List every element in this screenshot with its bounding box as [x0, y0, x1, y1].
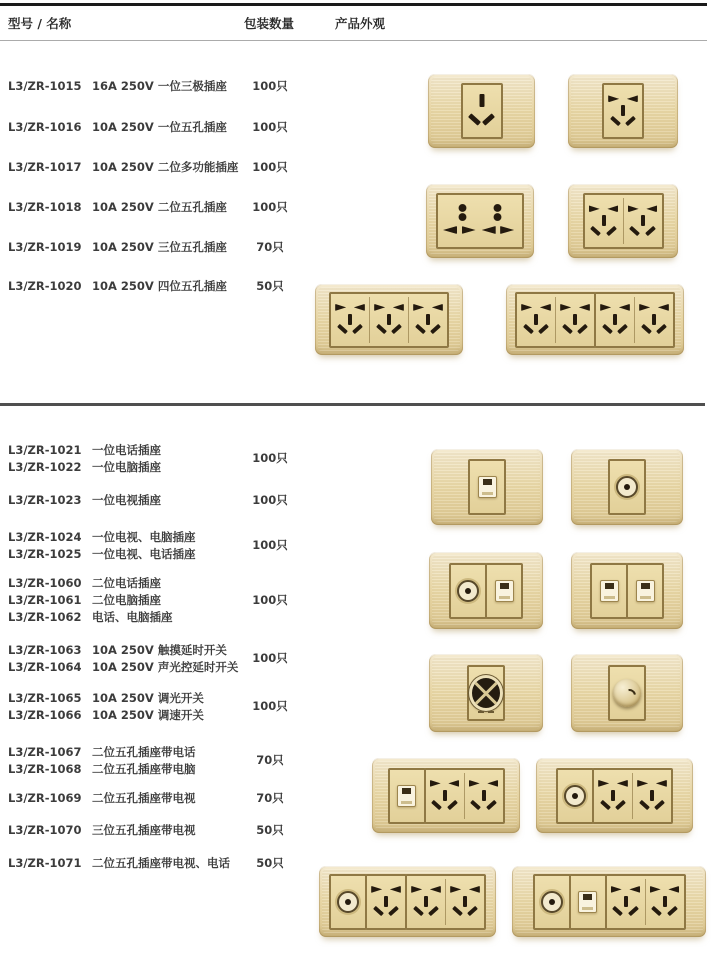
- model-code: L3/ZR-1067: [8, 745, 82, 759]
- product-plate-9: [429, 552, 543, 629]
- package-quantity: 70只: [256, 240, 284, 254]
- product-plate-6: [506, 284, 684, 355]
- product-name: 10A 250V 四位五孔插座: [92, 279, 227, 293]
- model-code: L3/ZR-1069: [8, 791, 82, 805]
- product-name: 10A 250V 声光控延时开关: [92, 660, 239, 674]
- product-plate-14: [536, 758, 693, 833]
- product-name: 三位五孔插座带电视: [92, 823, 196, 837]
- socket-module-group: [329, 292, 449, 348]
- package-quantity: 100只: [252, 200, 288, 214]
- product-name: 10A 250V 三位五孔插座: [92, 240, 227, 254]
- socket-module-group: [468, 459, 506, 515]
- double-five-hole-socket-icon: [605, 874, 686, 930]
- model-code: L3/ZR-1066: [8, 708, 82, 722]
- product-name: 一位电视、电脑插座: [92, 530, 196, 544]
- column-header-quantity: 包装数量: [244, 16, 295, 31]
- socket-module-group: [533, 874, 686, 930]
- product-name: 二位五孔插座带电视、电话: [92, 856, 230, 870]
- product-name: 二位五孔插座带电视: [92, 791, 196, 805]
- socket-module-group: [608, 459, 646, 515]
- model-code: L3/ZR-1062: [8, 610, 82, 624]
- double-five-hole-socket-icon: [424, 768, 505, 824]
- product-name: 10A 250V 调速开关: [92, 708, 204, 722]
- rj-jack-socket-icon: [388, 768, 426, 824]
- package-quantity: 100只: [252, 120, 288, 134]
- rj-jack-socket-icon: [569, 874, 607, 930]
- socket-module-group: [608, 665, 646, 721]
- product-name: 10A 250V 一位五孔插座: [92, 120, 227, 134]
- package-quantity: 100只: [252, 651, 288, 665]
- product-name: 10A 250V 二位五孔插座: [92, 200, 227, 214]
- package-quantity: 100只: [252, 451, 288, 465]
- product-name: 10A 250V 触摸延时开关: [92, 643, 227, 657]
- tv-coax-socket-icon: [449, 563, 487, 619]
- double-five-hole-socket-icon: [594, 292, 675, 348]
- double-five-hole-socket-icon: [583, 193, 664, 249]
- model-code: L3/ZR-1016: [8, 120, 82, 134]
- model-code: L3/ZR-1060: [8, 576, 82, 590]
- column-header-appearance: 产品外观: [335, 16, 386, 31]
- package-quantity: 100只: [252, 79, 288, 93]
- rj-jack-socket-icon: [590, 563, 628, 619]
- product-name: 二位电话插座: [92, 576, 161, 590]
- model-code: L3/ZR-1019: [8, 240, 82, 254]
- rj-jack-socket-icon: [468, 459, 506, 515]
- model-code: L3/ZR-1061: [8, 593, 82, 607]
- model-code: L3/ZR-1063: [8, 643, 82, 657]
- socket-module-group: [449, 563, 523, 619]
- rj-jack-socket-icon: [485, 563, 523, 619]
- model-code: L3/ZR-1015: [8, 79, 82, 93]
- product-plate-1: [428, 74, 535, 148]
- model-code: L3/ZR-1017: [8, 160, 82, 174]
- model-code: L3/ZR-1023: [8, 493, 82, 507]
- product-name: 一位电视、电话插座: [92, 547, 196, 561]
- package-quantity: 100只: [252, 160, 288, 174]
- product-plate-4: [568, 184, 678, 258]
- product-name: 一位电脑插座: [92, 460, 161, 474]
- package-quantity: 50只: [256, 823, 284, 837]
- model-code: L3/ZR-1022: [8, 460, 82, 474]
- product-plate-2: [568, 74, 678, 148]
- product-plate-3: [426, 184, 534, 258]
- product-name: 一位电视插座: [92, 493, 161, 507]
- socket-module-group: [329, 874, 486, 930]
- package-quantity: 100只: [252, 593, 288, 607]
- product-name: 二位电脑插座: [92, 593, 161, 607]
- model-code: L3/ZR-1071: [8, 856, 82, 870]
- tv-coax-socket-icon: [329, 874, 367, 930]
- product-plate-7: [431, 449, 543, 525]
- model-code: L3/ZR-1064: [8, 660, 82, 674]
- section-divider: [0, 403, 705, 406]
- tv-coax-socket-icon: [608, 459, 646, 515]
- double-five-hole-socket-icon: [515, 292, 596, 348]
- rj-jack-socket-icon: [626, 563, 664, 619]
- product-plate-12: [571, 654, 683, 732]
- double-five-hole-socket-icon: [405, 874, 486, 930]
- product-plate-5: [315, 284, 463, 355]
- package-quantity: 100只: [252, 538, 288, 552]
- product-name: 二位五孔插座带电话: [92, 745, 196, 759]
- product-plate-8: [571, 449, 683, 525]
- model-code: L3/ZR-1065: [8, 691, 82, 705]
- triple-five-hole-socket-icon: [329, 292, 449, 348]
- header-rule: [0, 40, 707, 41]
- package-quantity: 70只: [256, 753, 284, 767]
- socket-module-group: [436, 193, 524, 249]
- model-code: L3/ZR-1020: [8, 279, 82, 293]
- tv-coax-socket-icon: [533, 874, 571, 930]
- product-plate-10: [571, 552, 683, 629]
- product-plate-15: [319, 866, 496, 937]
- package-quantity: 100只: [252, 493, 288, 507]
- socket-module-group: [515, 292, 675, 348]
- top-rule: [0, 3, 707, 6]
- double-five-hole-socket-icon: [592, 768, 673, 824]
- model-code: L3/ZR-1068: [8, 762, 82, 776]
- product-name: 16A 250V 一位三极插座: [92, 79, 227, 93]
- product-name: 10A 250V 二位多功能插座: [92, 160, 239, 174]
- model-code: L3/ZR-1024: [8, 530, 82, 544]
- socket-module-group: [461, 83, 503, 139]
- column-header-model: 型号 / 名称: [8, 16, 72, 31]
- socket-module-group: [590, 563, 664, 619]
- five-hole-socket-icon: [365, 874, 407, 930]
- socket-module-group: [602, 83, 644, 139]
- socket-module-group: [467, 665, 505, 721]
- package-quantity: 50只: [256, 856, 284, 870]
- socket-module-group: [583, 193, 664, 249]
- package-quantity: 70只: [256, 791, 284, 805]
- package-quantity: 50只: [256, 279, 284, 293]
- multifunction-socket-icon: [436, 193, 524, 249]
- product-plate-11: [429, 654, 543, 732]
- five-hole-socket-icon: [602, 83, 644, 139]
- product-name: 电话、电脑插座: [92, 610, 173, 624]
- product-name: 10A 250V 调光开关: [92, 691, 204, 705]
- model-code: L3/ZR-1025: [8, 547, 82, 561]
- product-name: 一位电话插座: [92, 443, 161, 457]
- model-code: L3/ZR-1070: [8, 823, 82, 837]
- product-plate-16: [512, 866, 706, 937]
- socket-module-group: [388, 768, 505, 824]
- product-name: 二位五孔插座带电脑: [92, 762, 196, 776]
- three-pin-socket-icon: [461, 83, 503, 139]
- package-quantity: 100只: [252, 699, 288, 713]
- model-code: L3/ZR-1018: [8, 200, 82, 214]
- product-plate-13: [372, 758, 520, 833]
- touch-delay-switch-icon: [467, 665, 505, 721]
- dimmer-knob-icon: [608, 665, 646, 721]
- socket-module-group: [556, 768, 673, 824]
- tv-coax-socket-icon: [556, 768, 594, 824]
- model-code: L3/ZR-1021: [8, 443, 82, 457]
